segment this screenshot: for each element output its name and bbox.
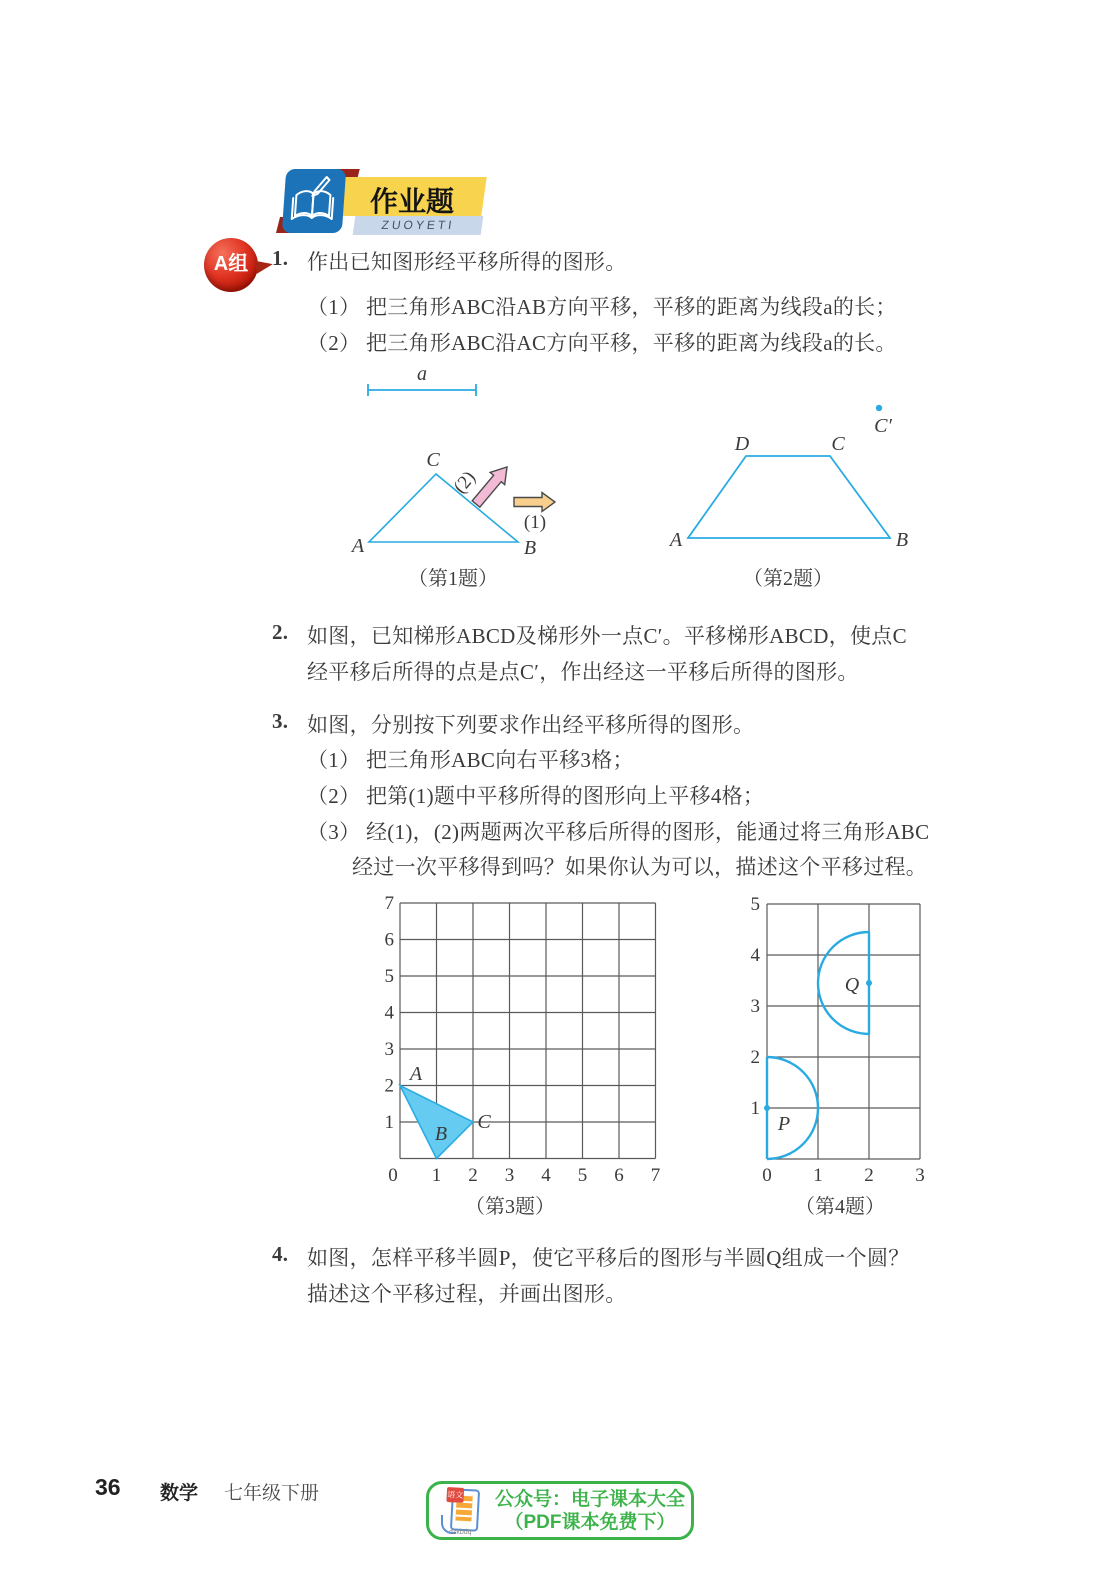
y-tick: 4 (750, 945, 760, 966)
x-tick: 7 (650, 1165, 661, 1186)
semicircle-q-arc (818, 932, 869, 1034)
x-tick: 2 (468, 1165, 478, 1186)
y-tick: 7 (384, 893, 394, 914)
group-a-badge-tail (255, 259, 273, 274)
problem-3-number: 3. (272, 709, 289, 733)
y-tick: 4 (384, 1002, 394, 1024)
x-tick: 0 (762, 1165, 772, 1186)
vertex-a-label: A (351, 535, 365, 557)
problem-2-line-2: 经平移后所得的点是点C′，作出经这一平移后所得的图形。 (307, 660, 859, 684)
section-title: 作业题 (369, 186, 454, 217)
segment-a (368, 384, 476, 396)
problem-3-intro: 如图，分别按下列要求作出经平移所得的图形。 (307, 713, 755, 737)
promo-line-1: 公众号：电子课本大全 (494, 1488, 685, 1510)
fig3-y-axis-ticks (385, 893, 395, 1133)
problem-3-item-3-cont: 经过一次平移得到吗？如果你认为可以，描述这个平移过程。 (352, 855, 928, 879)
fig3-x-axis-ticks (388, 1165, 660, 1186)
segment-a-label: a (417, 363, 427, 385)
y-tick: 2 (384, 1075, 394, 1097)
promo-line-2: （PDF课本免费下） (504, 1511, 676, 1533)
x-tick: 1 (431, 1165, 442, 1186)
group-a-label: A组 (213, 253, 249, 275)
y-tick: 5 (384, 966, 394, 987)
arrow-2-label: (2) (449, 467, 480, 498)
problem-2-line-1: 如图，已知梯形ABCD及梯形外一点C′。平移梯形ABCD，使点C (307, 624, 907, 648)
x-tick: 1 (813, 1165, 823, 1186)
problem-2-number: 2. (272, 620, 289, 644)
x-tick: 3 (915, 1165, 925, 1186)
y-tick: 3 (750, 996, 760, 1017)
section-header-badge (276, 167, 491, 239)
figure-2-caption: （第2题） (743, 568, 833, 590)
translate-arrow-2 (472, 467, 507, 507)
trapezoid-abcd (688, 456, 890, 538)
fig4-y-axis-ticks (751, 894, 761, 1119)
translate-arrow-1 (514, 493, 555, 512)
vertex-b-label: B (434, 1123, 448, 1145)
semicircle-q-label: Q (844, 974, 860, 996)
y-tick: 1 (750, 1098, 760, 1119)
y-tick: 5 (750, 894, 760, 915)
fig4-x-axis-ticks (762, 1165, 925, 1186)
vertex-c-label: C (831, 433, 845, 455)
figure-2-trapezoid (640, 380, 960, 565)
figure-1-triangle (330, 360, 670, 565)
semicircle-q-center-dot (866, 980, 872, 986)
promo-icon-tag: 语文 (446, 1487, 464, 1503)
problem-3-item-1: （1） 把三角形ABC向右平移3格； (307, 748, 634, 772)
y-tick: 6 (384, 929, 394, 951)
x-tick: 0 (388, 1165, 398, 1186)
problem-1-item-1: （1） 把三角形ABC沿AB方向平移，平移的距离为线段a的长； (307, 295, 897, 319)
header-pinyin-strip: ZUOYETI (353, 216, 484, 235)
promo-text (489, 1488, 691, 1534)
footer-subject: 数学 (160, 1483, 199, 1504)
arrow-1-label: (1) (523, 512, 547, 533)
book-pencil-icon (282, 169, 346, 233)
promo-icon-caption: dzkbdq (449, 1528, 472, 1536)
problem-4-number: 4. (272, 1242, 289, 1266)
vertex-d-label: D (734, 433, 750, 455)
problem-1-intro: 作出已知图形经平移所得的图形。 (307, 250, 627, 274)
problem-3-item-3: （3） 经(1)，(2)两题两次平移后所得的图形，能通过将三角形ABC (307, 820, 930, 844)
x-tick: 2 (864, 1165, 874, 1186)
problem-1-number: 1. (272, 246, 289, 270)
problem-3-item-2: （2） 把第(1)题中平移所得的图形向上平移4格； (307, 784, 765, 808)
group-a-badge (204, 238, 258, 292)
figure-1-caption: （第1题） (408, 568, 498, 590)
page-number: 36 (95, 1474, 121, 1500)
vertex-b-label: B (895, 529, 909, 551)
y-tick: 3 (384, 1039, 394, 1060)
figure-4-grid (730, 890, 970, 1190)
vertex-a-label: A (409, 1063, 423, 1085)
x-tick: 3 (504, 1165, 515, 1186)
figure-3-grid (370, 890, 690, 1190)
header-blue-tile (282, 169, 346, 233)
semicircle-p-center-dot (764, 1105, 770, 1111)
point-c-prime-dot (876, 405, 882, 411)
vertex-c-label: C (426, 449, 440, 471)
problem-1-item-2: （2） 把三角形ABC沿AC方向平移，平移的距离为线段a的长。 (307, 331, 897, 355)
y-tick: 1 (384, 1112, 394, 1133)
phone-in-hand-icon (435, 1486, 489, 1536)
promo-badge[interactable] (426, 1481, 694, 1540)
vertex-a-label: A (669, 529, 683, 551)
problem-4-line-2: 描述这个平移过程，并画出图形。 (307, 1282, 627, 1306)
point-c-prime-label: C′ (874, 415, 892, 437)
figure-4-caption: （第4题） (795, 1196, 885, 1218)
y-tick: 2 (750, 1047, 760, 1068)
problem-4-line-1: 如图，怎样平移半圆P，使它平移后的图形与半圆Q组成一个圆？ (307, 1246, 910, 1270)
vertex-b-label: B (523, 537, 537, 559)
figure-3-caption: （第3题） (465, 1196, 555, 1218)
x-tick: 4 (541, 1165, 551, 1186)
x-tick: 6 (614, 1165, 624, 1186)
semicircle-p-label: P (777, 1113, 791, 1135)
vertex-c-label: C (477, 1111, 491, 1133)
x-tick: 5 (577, 1165, 588, 1186)
footer-volume: 七年级下册 (224, 1483, 320, 1504)
